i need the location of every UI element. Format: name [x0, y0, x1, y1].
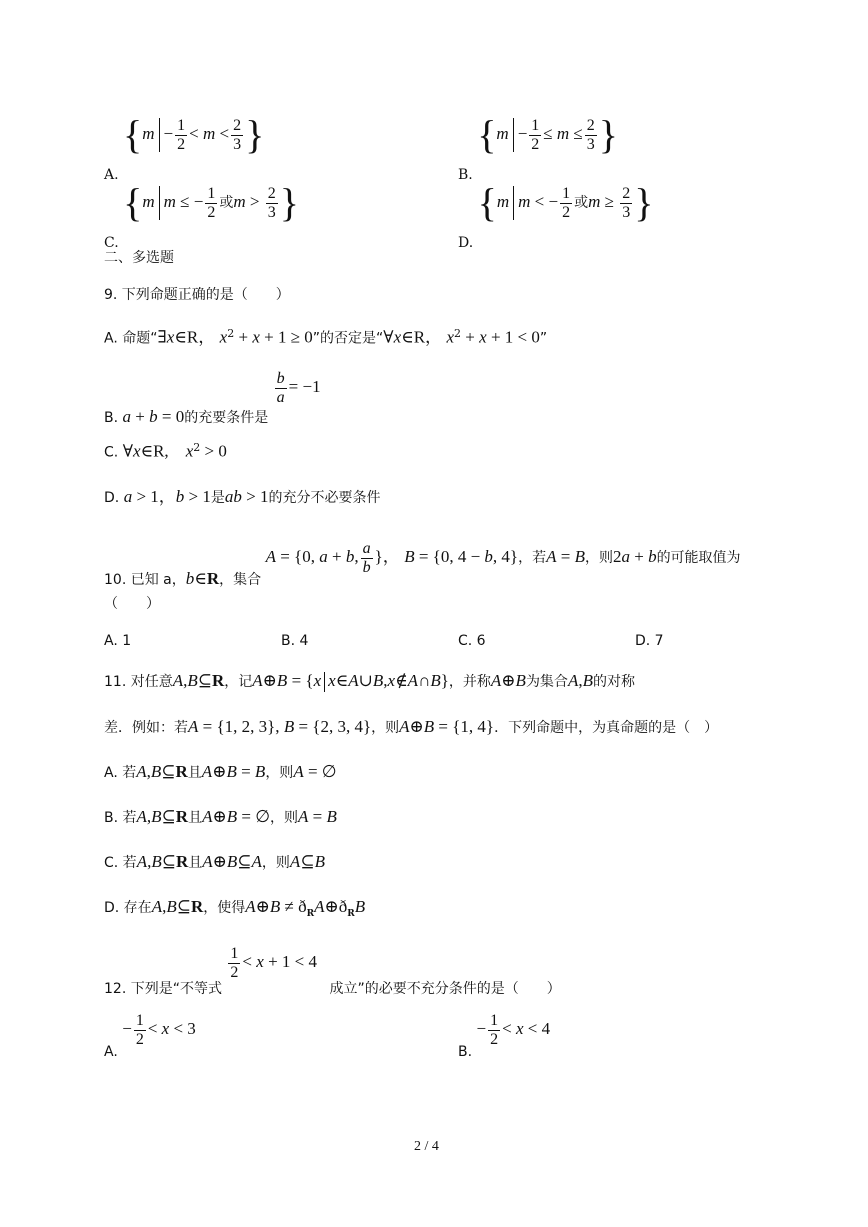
q11-option-a: A. 若A,B⊆R且A⊕B = B，则A = ∅ — [104, 762, 337, 781]
q11-option-d: D. 存在A,B⊆R，使得A⊕B ≠ $ð_RA\oplus ð_RB$ — [104, 897, 366, 919]
q8-option-c: C. {m m ≤ − $\frac{1}{2}$ 或m > $\frac{2}{3}$ } — [104, 180, 299, 251]
q10-stem: 10. 已知 a，b∈R，集合 A = {0, a + b, $\frac{a}{b}$ }， B = {0, 4 − b, 4}，若A = B，则2a + b的可能取值为 — [104, 540, 741, 589]
q8-option-d: D. {m m < − $\frac{1}{2}$ 或m ≥ $\frac{2}{3}$ } — [458, 180, 654, 251]
q11-option-c: C. 若A,B⊆R且A⊕B⊆A，则A⊆B — [104, 852, 325, 871]
q9-option-d: D. a > 1，b > 1是ab > 1的充分不必要条件 — [104, 487, 381, 506]
q9-stem: 9. 下列命题正确的是（ ） — [104, 287, 290, 303]
q12-option-b: B. − $\frac{1}{2}$ < x < 4 — [458, 1012, 551, 1061]
q10-paren: （ ） — [104, 596, 160, 612]
q10-option-d: D. 7 — [635, 633, 664, 649]
q8-option-b: B. {m − $\frac{1}{2}$ ≤ m ≤ $\frac{2}{3}$ } — [458, 112, 618, 183]
q10-option-c: C. 6 — [458, 633, 486, 649]
q9-option-b: B. a + b = 0的充要条件是 $\frac{b}{a}$ = −1 — [104, 370, 321, 427]
q10-option-b: B. 4 — [281, 633, 309, 649]
q10-option-a: A. 1 — [104, 633, 132, 649]
section-heading: 二、多选题 — [104, 250, 174, 266]
q9-option-a: A. 命题“∃x∈R， $x^2 + x + 1 \ge 0$”的否定是“∀x∈R， $x^2 + x + 1 < 0$” — [104, 327, 548, 347]
q8-option-a: A. {m − $\frac{1}{2}$ < m < $\frac{2}{3}$ } — [104, 112, 265, 183]
q11-stem-line1: 11. 对任意A,B⊆R，记A⊕B = {x x∈A∪B,x∉A∩B}，并称A⊕B为集合A,B的对称 — [104, 671, 635, 690]
q11-stem-line2: 差．例如：若A = {1, 2, 3}, B = {2, 3, 4}，则A⊕B = {1, 4}．下列命题中，为真命题的是（ ） — [104, 717, 719, 736]
q11-option-b: B. 若A,B⊆R且A⊕B = ∅，则A = B — [104, 807, 337, 826]
q12-option-a: A. − $\frac{1}{2}$ < x < 3 — [104, 1012, 196, 1061]
page-number: 2 / 4 — [414, 1139, 439, 1154]
q12-stem: 12. 下列是“不等式 $\frac{1}{2}$ < x + 1 < 4 成立”的必要不充分条件的是（ ） — [104, 945, 561, 998]
q9-option-c: C. ∀x∈R, $x^2 > 0$ — [104, 441, 227, 461]
